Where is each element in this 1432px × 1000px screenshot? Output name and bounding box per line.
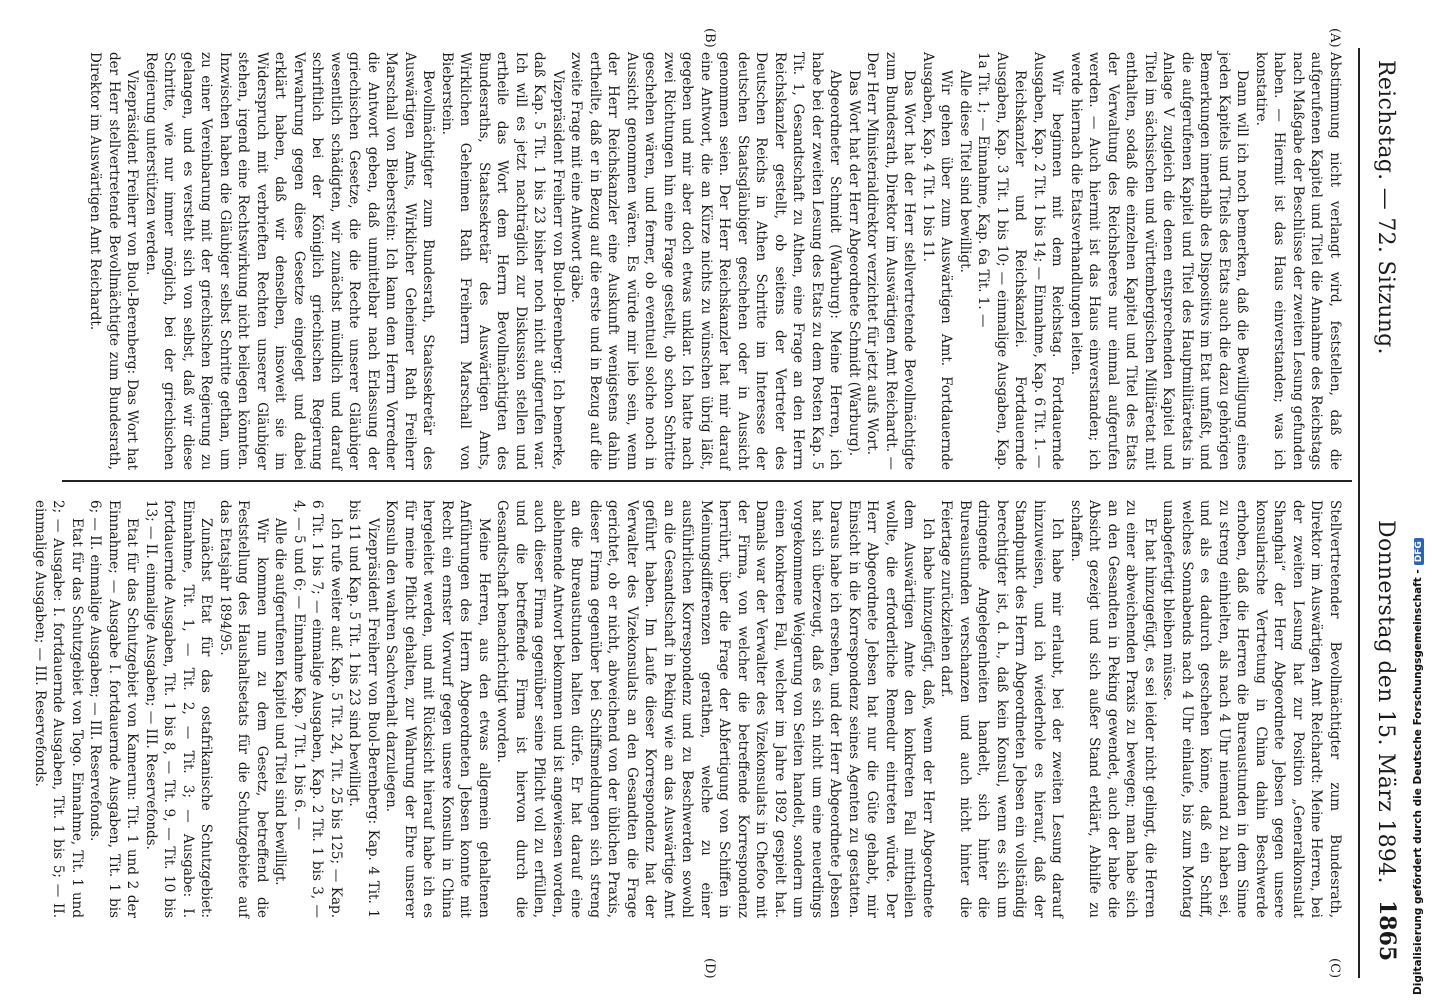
paragraph: Etat für das Schutzgebiet von Togo. Einnahme, Tit. 1 und 2; — Ausgabe: I. fortdauernde Ausgaben, Tit. 1 bis 5; — II. einmalige Ausgaben; — III. Reservefonds. xyxy=(32,500,85,918)
paragraph: Zunächst Etat für das ostafrikanische Schutzgebiet: Einnahme, Tit. 1, — Tit. 2, — Tit. 3; — Ausgabe: I. fortdauernde Ausgaben, Tit. 1 bis 8, — Tit. 9, — Tit. 10 bis 13; — II. einmalige Ausgaben; — III. Reservefonds. xyxy=(143,500,215,918)
paragraph: Meine Herren, aus den etwas allgemein gehaltenen Anführungen des Herrn Abgeordneten Jebsen konnte mit Recht ein ernster Vorwurf gegen unsere Konsuln in China hergeleitet werden, und mit Rücksicht hierauf habe ich es für meine Pflicht gehalten, zur Wahrung der Ehre unserer Konsuln den wahren Sachverhalt darzulegen. xyxy=(383,500,492,918)
paragraph: Ich habe mir erlaubt, bei der zweiten Lesung darauf hinzuweisen, und ich wiederhole es hierauf, daß der Standpunkt des Herrn Abgeordneten Jebsen ein vollständig berechtigter ist, d. h., daß kein Konsul, wenn es sich um dringende Angelegenheiten handelt, sich hinter die Bureaustunden verschanzen und auch nicht hinter die Feiertage zurückziehen darf. xyxy=(938,500,1066,918)
digitization-credit xyxy=(1412,538,1424,995)
right-text-column xyxy=(31,500,1345,918)
paragraph: Alle die aufgerufenen Kapitel und Titel sind bewilligt. xyxy=(272,518,289,886)
header-rule xyxy=(1358,48,1360,978)
dfg-badge: DFG xyxy=(1414,538,1424,565)
margin-mark-a: (A) xyxy=(1327,28,1342,48)
paragraph: Abgeordneter Schmidt (Warburg): Meine Herren, ich habe bei der zweiten Lesung des Etats zu dem Posten Kap. 5 Tit. 1, Gesandtschaft zu Athen, eine Frage an den Herrn Reichskanzler gestellt, ob seitens der Vertreter des Deutschen Reichs in Athen Schritte im Interesse der deutschen Staatsgläubiger geschehen oder in Aussicht genommen seien. Der Herr Reichskanzler hat mir darauf eine Antwort, die an Kürze nichts zu wünschen übrig läßt, gegeben und mir aber doch etwas unklar. Ich hatte nach zwei Richtungen hin eine Frage gestellt, ob schon Schritte geschehen wären, und ferner, ob eventuell solche noch in Aussicht genommen wären. Es würde mir lieb sein, wenn der Herr Reichskanzler eine Auskunft wenigstens dahin ertheilte, daß er in Bezug auf die erste und in Bezug auf die zweite Frage mit eine Antwort gäbe. xyxy=(568,52,844,470)
column-divider xyxy=(62,480,1352,482)
margin-mark-d: (D) xyxy=(702,958,717,979)
paragraph: Dann will ich noch bemerken, daß die Bewilligung eines jeden Kapitels und Titels des Etats auch die dazu gehörigen Bemerkungen innerhalb des Dispositivs im Etat umfaßt, und die aufgerufenen Kapitel und Titel des Hauptmilitäretats in Anlage V zugleich die denen entsprechenden Kapitel und Titel im sächsischen und württembergischen Militäretat mit enthalten, sodaß die einzelnen Kapitel und Titel des Etats der Verwaltung des Reichsheeres nur einmal aufgerufen werden. — Auch hiermit ist das Haus einverstanden; ich werde hiernach die Etatsverhandlungen leiten. xyxy=(1068,52,1251,470)
paragraph: Ich rufe weiter auf: Kap. 5 Tit. 24, Tit. 25 bis 125; — Kap. 6 Tit. 1 bis 7; — einmalige Ausgaben, Kap. 2 Tit. 1 bis 3, — 4, — 5 und 6; — Einnahme Kap. 7 Tit. 1 bis 6. — xyxy=(291,500,344,918)
paragraph: Das Wort hat der Herr stellvertretende Bevollmächtigte zum Bundesrath, Direktor im Auswärtigen Amt Reichardt. — Der Herr Ministerialdirektor verzichtet für jetzt aufs Wort. xyxy=(864,52,918,470)
left-text-column xyxy=(86,52,1344,470)
paragraph: Er hat hinzugefügt, es sei leider nicht gelingt, die Herren zu einer abweichenden Praxis zu bewegen; man habe sich an den Gesandten in Peking gewendet, auch der habe die Absicht gezeigt und sich außer Stand erklärt, Abhilfe zu schaffen. xyxy=(1068,500,1158,918)
paragraph: Vizepräsident Freiherr von Buol-Berenberg: Ich bemerke, daß Kap. 5 Tit. 1 bis 23 bisher noch nicht aufgerufen war. Ich will es jetzt nachträglich zur Diskussion stellen und ertheile das Wort dem Herrn Bevollmächtigten des Bundesraths, Staatssekretär des Auswärtigen Amts, Wirklichen Geheimen Rath Freiherrn Marschall von Bieberstein. xyxy=(439,52,566,470)
paragraph: Wir beginnen mit dem Reichstag. Fortdauernde Ausgaben, Kap. 2 Tit. 1 bis 14; — Einnahme, Kap. 6 Tit. 1. — xyxy=(1031,52,1066,470)
paragraph: Stellvertretender Bevollmächtigter zum Bundesrath, Direktor im Auswärtigen Amt Reichardt: Meine Herren, bei der zweiten Lesung hat zur Position „Generalkonsulat Shanghai“ der Herr Abgeordnete Jebsen gegen unsere konsularische Vertretung in China dahin Beschwerde erhoben, daß die Herren die Bureaustunden in dem Sinne zu streng einhielten, als nach 4 Uhr niemand zu haben sei, und als es dadurch geschehen könne, daß ein Schiff, welches Sonnabends nach 4 Uhr einlaufe, bis zum Montag unabgefertigt bleiben müsse. xyxy=(1160,500,1343,918)
paragraph: Wir kommen nun zu dem Gesetz, betreffend die Feststellung des Haushaltsetats für die Schutzgebiete auf das Etatsjahr 1894/95. xyxy=(217,500,270,918)
paragraph: Vizepräsident Freiherr von Buol-Berenberg: Das Wort hat der Herr stellvertretende Bevollmächtigte zum Bundesrath, Direktor im Auswärtigen Amt Reichardt. xyxy=(87,52,141,470)
paragraph: Das Wort hat der Herr Abgeordnete Schmidt (Warburg). xyxy=(846,70,862,457)
margin-mark-c: (C) xyxy=(1327,958,1342,979)
paragraph: Etat für das Schutzgebiet von Kamerun: Tit. 1 und 2 der Einnahme; — Ausgabe I. fortdauernde Ausgaben, Tit. 1 bis 6; — II. einmalige Ausgaben; — III. Reservefonds. xyxy=(87,500,141,918)
paragraph: Vizepräsident Freiherr von Buol-Berenberg: Kap. 4 Tit. 1 bis 11 und Kap. 5 Tit. 1 bis 23 sind bewilligt. xyxy=(346,500,381,918)
paragraph: Bevollmächtigter zum Bundesrath, Staatssekretär des Auswärtigen Amts, Wirklicher Geheimer Rath Freiherr Marschall von Bieberstein: Ich kann dem Herrn Vorredner die Antwort geben, daß unmittelbar nach Erlassung der griechischen Gesetze, die die Rechte unserer Gläubiger wesentlich schädigten, wir zunächst mündlich und darauf schriftlich bei der Königlich griechischen Regierung Verwahrung gegen diese Gesetze eingelegt und dabei erklärt haben, daß wir denselben, insoweit sie im Widerspruch mit verbrieften Rechten unserer Gläubiger stehen, irgend eine Rechtswirkung nicht beilegen könnten. Inzwischen haben die Gläubiger selbst Schritte gethan, um zu einer Vereinbarung mit der griechischen Regierung zu gelangen, und es versteht sich von selbst, daß wir diese Schritte, wie nur immer möglich, bei der griechischen Regierung unterstützen werden. xyxy=(143,52,437,470)
paragraph: Abstimmung nicht verlangt wird, feststellen, daß die aufgerufenen Kapitel und Titel die Annahme des Reichstags nach Maßgabe der Beschlüsse der zweiten Lesung gefunden haben. — Hiermit ist das Haus einverstanden; was ich konstatire. xyxy=(1253,52,1343,470)
running-header-right: Donnerstag den 15. März 1894. xyxy=(1373,520,1398,884)
paragraph: Reichskanzler und Reichskanzlei. Fortdauernde Ausgaben, Kap. 3 Tit. 1 bis 10; — einmalige Ausgaben, Kap. 1a Tit. 1; — Einnahme, Kap. 6a Tit. 1. — xyxy=(975,52,1029,470)
page-number: 1865 xyxy=(1374,900,1400,962)
margin-mark-b: (B) xyxy=(702,28,717,48)
credit-text: Digitalisierung gefördert durch die Deutsche Forschungsgemeinschaft - xyxy=(1412,569,1424,995)
running-header-left: Reichstag. — 72. Sitzung. xyxy=(1373,60,1398,355)
paragraph: Ich habe hinzugefügt, daß, wenn der Herr Abgeordnete dem Auswärtigen Amte den konkreten Fall mittheilen wollte, die erforderliche Remedur eintreten würde. Der Herr Abgeordnete Jebsen hat nur die Güte gehabt, mir Einsicht in die Korrespondenz seines Agenten zu gestatten. Daraus habe ich ersehen, und der Herr Abgeordnete Jebsen hat sich überzeugt, daß es sich nicht um eine neuerdings vorgekommene Weigerung von Seiten handelt, sondern um einen konkreten Fall, welcher im Jahre 1892 gespielt hat. Damals war der Verwalter des Vizekonsulats in Chefoo mit der Firma, von welcher die betreffende Korrespondenz herrührt, über die Frage der Abfertigung von Schiffen in Meinungsdifferenzen gerathen, welche zu einer ausführlichen Korrespondenz und zu Beschwerden sowohl an die Gesandtschaft in Peking wie an das Auswärtige Amt geführt haben. Im Laufe dieser Korrespondenz hat der Verwalter des Vizekonsulats an den Gesandten die Frage gerichtet, ob er nicht, abweichend von der üblichen Praxis, dieser Firma gegenüber bei Schiffsmeldungen sich streng an die Bureaustunden halten dürfe. Er hat darauf eine ablehnende Antwort bekommen und ist angewiesen worden, auch dieser Firma gegenüber seine Pflicht voll zu erfüllen, und die betreffende Firma ist hiervon durch die Gesandtschaft benachrichtigt worden. xyxy=(494,500,936,918)
paragraph: Wir gehen über zum Auswärtigen Amt. Fortdauernde Ausgaben, Kap. 4 Tit. 1 bis 11. xyxy=(920,52,955,470)
paragraph: Alle diese Titel sind bewilligt. xyxy=(957,70,973,273)
